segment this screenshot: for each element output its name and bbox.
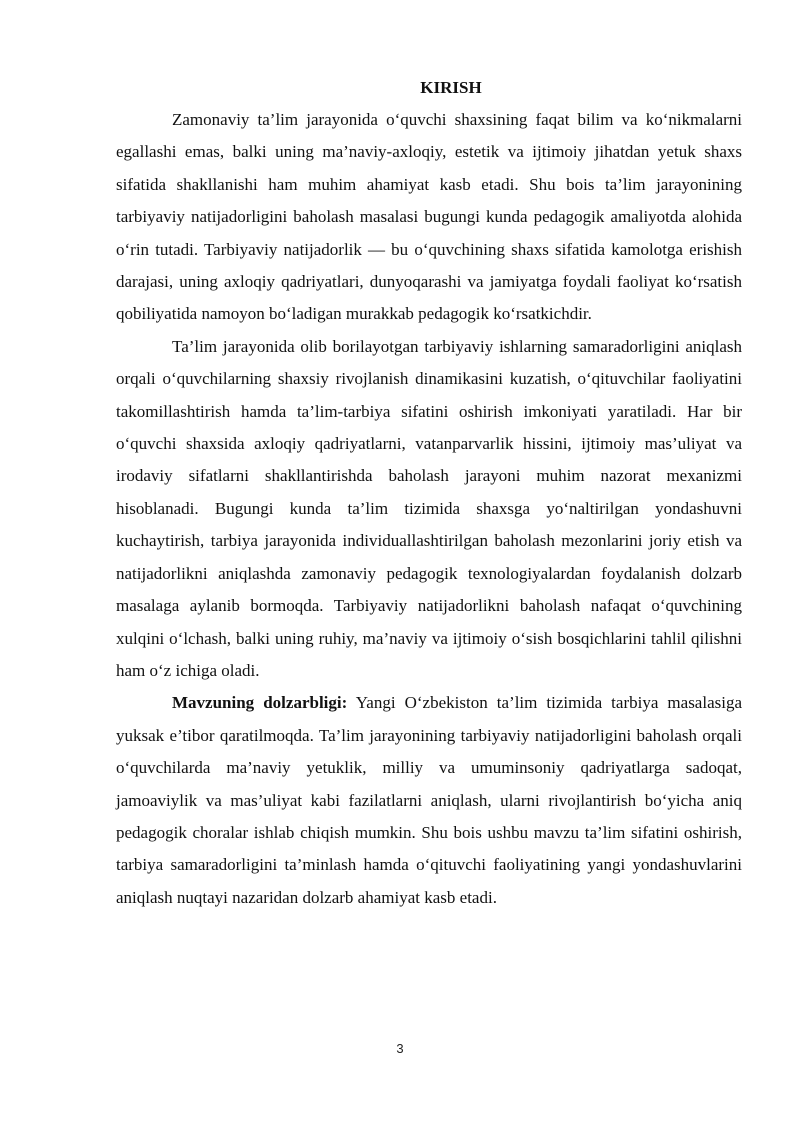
page-content [116,72,742,914]
page-number: 3 [396,1041,404,1056]
relevance-heading: Mavzuning dolzarbligi: [172,693,348,713]
paragraph-relevance [116,687,742,914]
relevance-text: Yangi O‘zbekiston ta’lim tizimida tarbiya masalasiga yuksak e’tibor qaratilmoqda. Ta’lim jarayonining tarbiyaviy natijadorligini baholash orqali o‘quvchilarda ma’naviy yetuklik, milliy va umuminsoniy qadriyatlarga sadoqat, jamoaviylik va mas’uliyat kabi fazilatlarni aniqlash, ularni rivojlantirish bo‘yicha aniq pedagogik choralar ishlab chiqish mumkin. Shu bois ushbu mavzu ta’lim sifatini oshirish, tarbiya samaradorligini ta’minlash hamda o‘qituvchi faoliyatining yangi yondashuvlarini aniqlash nuqtayi nazaridan dolzarb ahamiyat kasb etadi. [116,693,743,907]
paragraph-evaluation: Ta’lim jarayonida olib borilayotgan tarbiyaviy ishlarning samaradorligini aniqlash orqali o‘quvchilarning shaxsiy rivojlanish dinamikasini kuzatish, o‘qituvchilar faoliyatini takomillashtirish hamda ta’lim-tarbiya sifatini oshirish imkoniyati yaratiladi. Har bir o‘quvchi shaxsida axloqiy qadriyatlarni, vatanparvarlik hissini, ijtimoiy mas’uliyat va irodaviy sifatlarni shakllantirishda baholash jarayoni muhim nazorat mexanizmi hisoblanadi. Bugungi kunda ta’lim tizimida shaxsga yo‘naltirilgan yondashuvni kuchaytirish, tarbiya jarayonida individuallashtirilgan baholash mezonlarini joriy etish va natijadorlikni aniqlashda zamonaviy pedagogik texnologiyalardan foydalanish dolzarb masalaga aylanib bormoqda. Tarbiyaviy natijadorlikni baholash nafaqat o‘quvchining xulqini o‘lchash, balki uning ruhiy, ma’naviy va ijtimoiy o‘sish bosqichlarini tahlil qilishni ham o‘z ichiga oladi. [116,336,742,680]
page-title: KIRISH [420,78,482,97]
paragraph-intro: Zamonaviy ta’lim jarayonida o‘quvchi shaxsining faqat bilim va ko‘nikmalarni egallashi emas, balki uning ma’naviy-axloqiy, estetik va ijtimoiy jihatdan yetuk shaxs sifatida shakllanishi ham muhim ahamiyat kasb etadi. Shu bois ta’lim jarayonining tarbiyaviy natijadorligini baholash masalasi bugungi kunda pedagogik amaliyotda alohida o‘rin tutadi. Tarbiyaviy natijadorlik — bu o‘quvchining shaxs sifatida kamolotga erishish darajasi, uning axloqiy qadriyatlari, dunyoqarashi va jamiyatga foydali faoliyat ko‘rsatish qobiliyatida namoyon bo‘ladigan murakkab pedagogik ko‘rsatkichdir. [116,110,742,324]
